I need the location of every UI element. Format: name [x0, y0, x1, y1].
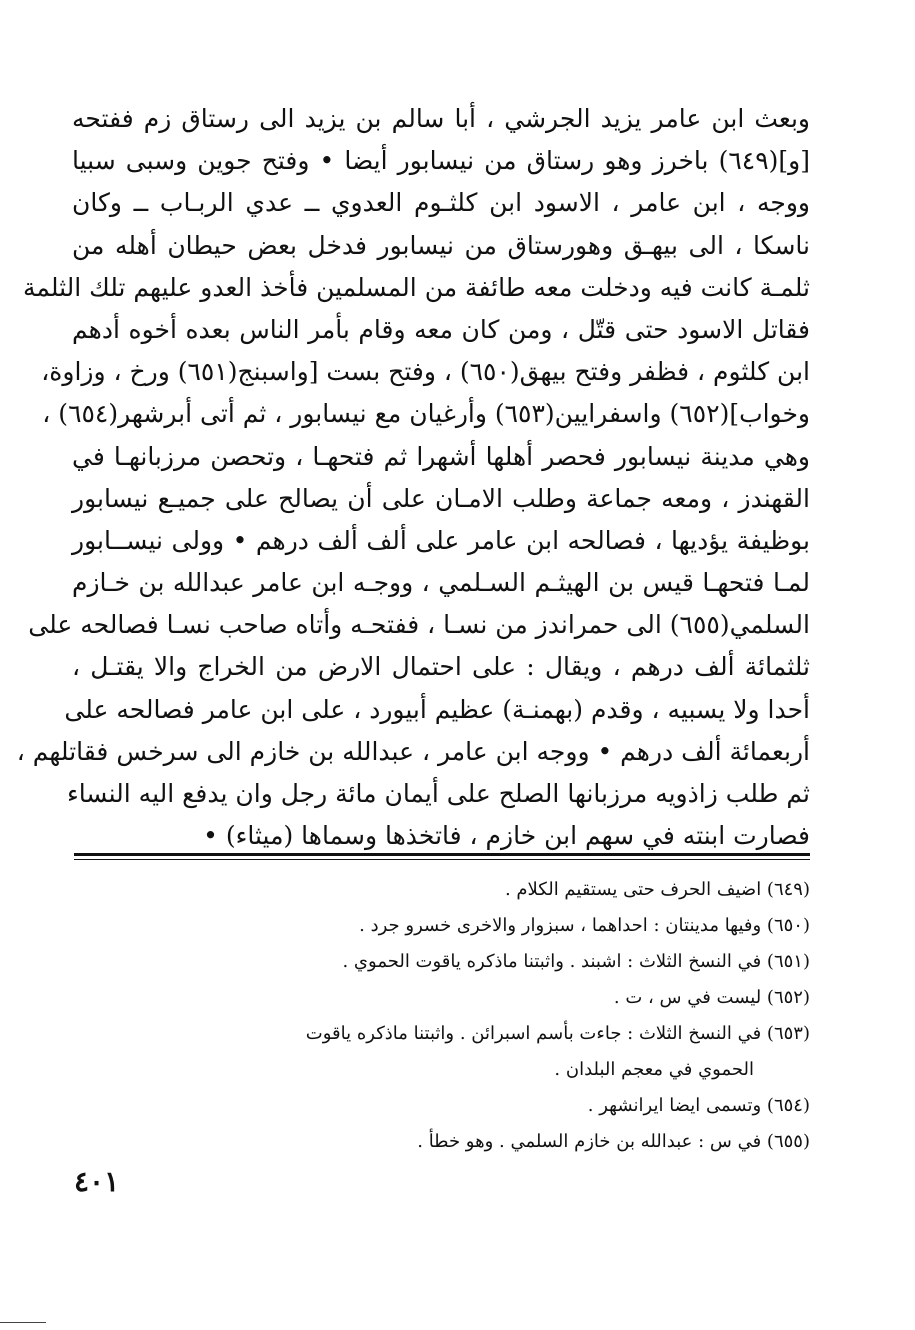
footnote-654: (٦٥٤) وتسمى ايضا ايرانشهر . [587, 1095, 810, 1116]
footnote-651: (٦٥١) في النسخ الثلاث : اشبند . واثبتنا ماذكره ياقوت الحموي . [342, 951, 810, 972]
text-line: ثلمـة كانت فيه ودخلت معه طائفة من المسلمين فأخذ العدو عليهم تلك الثلمة [22, 272, 810, 302]
footnote-separator [74, 853, 810, 856]
text-line: وهي مدينة نيسابور فحصر أهلها أشهرا ثم فتحهـا ، وتحصن مرزبانهـا في [72, 441, 810, 471]
text-line: [و](٦٤٩) باخرز وهو رستاق من نيسابور أيضا • وفتح جوين وسبى سبيا [72, 146, 810, 176]
footnote-650: (٦٥٠) وفيها مدينتان : احداهما ، سبزوار والاخرى خسرو جرد . [359, 915, 810, 936]
text-line: ثم طلب زاذويه مرزبانها الصلح على أيمان مائة رجل وان يدفع اليه النساء [66, 779, 810, 808]
footnote-653-continuation: الحموي في معجم البلدان . [554, 1059, 754, 1080]
footnote-652: (٦٥٢) ليست في س ، ت . [613, 987, 810, 1008]
text-line: بوظيفة يؤديها ، فصالحه ابن عامر على ألف ألف درهم • وولى نيســابور [72, 525, 810, 555]
footnote-separator-thin [74, 859, 810, 860]
text-line: القهندز ، ومعه جماعة وطلب الامـان على أن يصالح على جميـع نيسابور [72, 483, 810, 513]
text-line: أحدا ولا يسبيه ، وقدم (بهمنـة) عظيم أبيورد ، على ابن عامر فصالحه على [64, 694, 810, 724]
text-line: فقاتل الاسود حتى قتّل ، ومن كان معه وقام بأمر الناس بعده أخوه أدهم [72, 314, 810, 344]
text-line: السلمي(٦٥٥) الى حمراندز من نسـا ، ففتحـه وأتاه صاحب نسـا فصالحه على [28, 610, 810, 640]
text-line: ناسكا ، الى بيهـق وهورستاق من نيسابور فدخل بعض حيطان أهله من [72, 230, 810, 260]
footnote-653: (٦٥٣) في النسخ الثلاث : جاءت بأسم اسبرائن . واثبتنا ماذكره ياقوت [305, 1023, 810, 1044]
text-line: أربعمائة ألف درهم • ووجه ابن عامر ، عبدالله بن خازم الى سرخس فقاتلهم ، [16, 736, 810, 766]
main-text [16, 98, 811, 857]
text-line: ثلثمائة ألف درهم ، ويقال : على احتمال الارض من الخراج والا يقتـل ، [72, 652, 810, 682]
text-line-last: فصارت ابنته في سهم ابن خازم ، فاتخذها وسماها (ميثاء) • [203, 821, 810, 851]
footnotes [100, 872, 810, 1160]
text-line: وخواب](٦٥٢) واسفرايين(٦٥٣) وأرغيان مع نيسابور ، ثم أتى أبرشهر(٦٥٤) ، [42, 399, 810, 429]
scan-edge-mark [0, 1322, 46, 1323]
footnote-649: (٦٤٩) اضيف الحرف حتى يستقيم الكلام . [504, 879, 810, 900]
text-line: وبعث ابن عامر يزيد الجرشي ، أبا سالم بن يزيد الى رستاق زم ففتحه [72, 104, 811, 133]
text-line: ابن كلثوم ، فظفر وفتح بيهق(٦٥٠) ، وفتح بست [واسبنج(٦٥١) ورخ ، وزاوة، [41, 357, 810, 387]
text-line: لمـا فتحهـا قيس بن الهيثـم السـلمي ، ووجـه ابن عامر عبدالله بن خـازم [72, 568, 810, 598]
text-line: ووجه ، ابن عامر ، الاسود ابن كلثـوم العدوي ــ عدي الربـاب ــ وكان [72, 188, 810, 218]
page-number: ٤٠١ [74, 1165, 120, 1198]
footnote-655: (٦٥٥) في س : عبدالله بن خازم السلمي . وهو خطأ . [417, 1131, 810, 1152]
